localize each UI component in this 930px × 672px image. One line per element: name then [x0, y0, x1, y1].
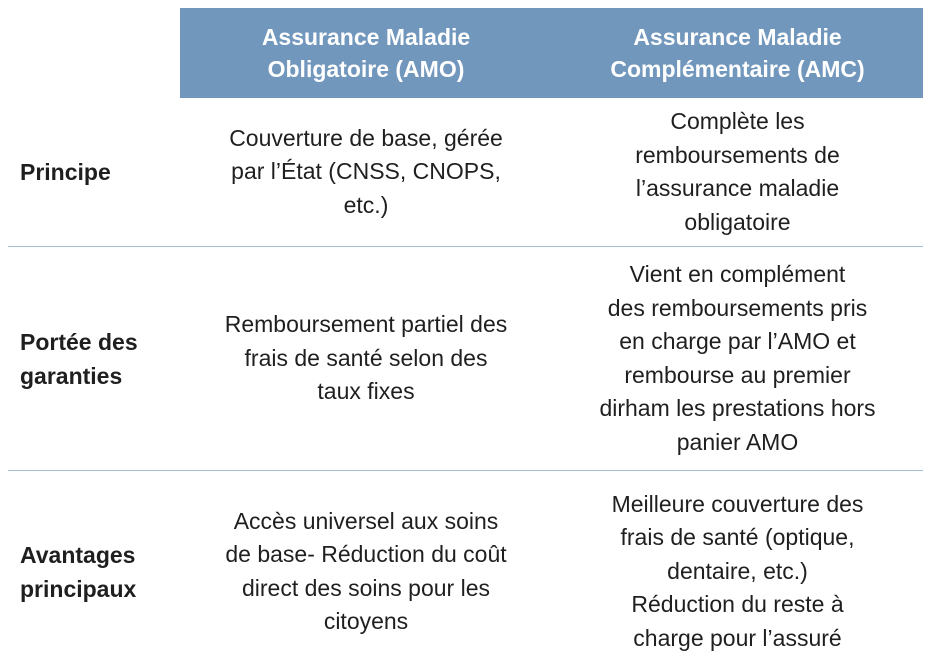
row-label-portee: Portée des garanties — [20, 328, 138, 389]
table-row-avantages — [8, 471, 923, 672]
cell-amo-portee: Remboursement partiel des frais de santé selon des taux fixes — [224, 311, 508, 405]
table-row-portee — [8, 247, 923, 470]
header-amo-label: Assurance Maladie Obligatoire (AMO) — [261, 24, 471, 82]
table-row-principe — [8, 98, 923, 246]
cell-amc-avantages: Meilleure couverture des frais de santé (optique, dentaire, etc.) Réduction du reste à charge pour l’assuré — [611, 490, 864, 651]
row-label-avantages: Avantages principaux — [20, 541, 137, 602]
cell-amo-principe: Couverture de base, gérée par l’État (CNSS, CNOPS, etc.) — [229, 124, 503, 218]
cell-amc-portee: Vient en complément des remboursements pris en charge par l’AMO et rembourse au premier dirham les prestations hors panier AMO — [599, 261, 876, 455]
header-amc — [552, 8, 923, 98]
header-amo — [180, 8, 552, 98]
header-amc-label: Assurance Maladie Complémentaire (AMC) — [610, 24, 865, 82]
cell-amo-avantages: Accès universel aux soins de base- Réduction du coût direct des soins pour les citoyens — [225, 507, 507, 634]
row-label-principe: Principe — [20, 159, 111, 185]
cell-amc-principe: Complète les remboursements de l’assurance maladie obligatoire — [635, 108, 840, 235]
